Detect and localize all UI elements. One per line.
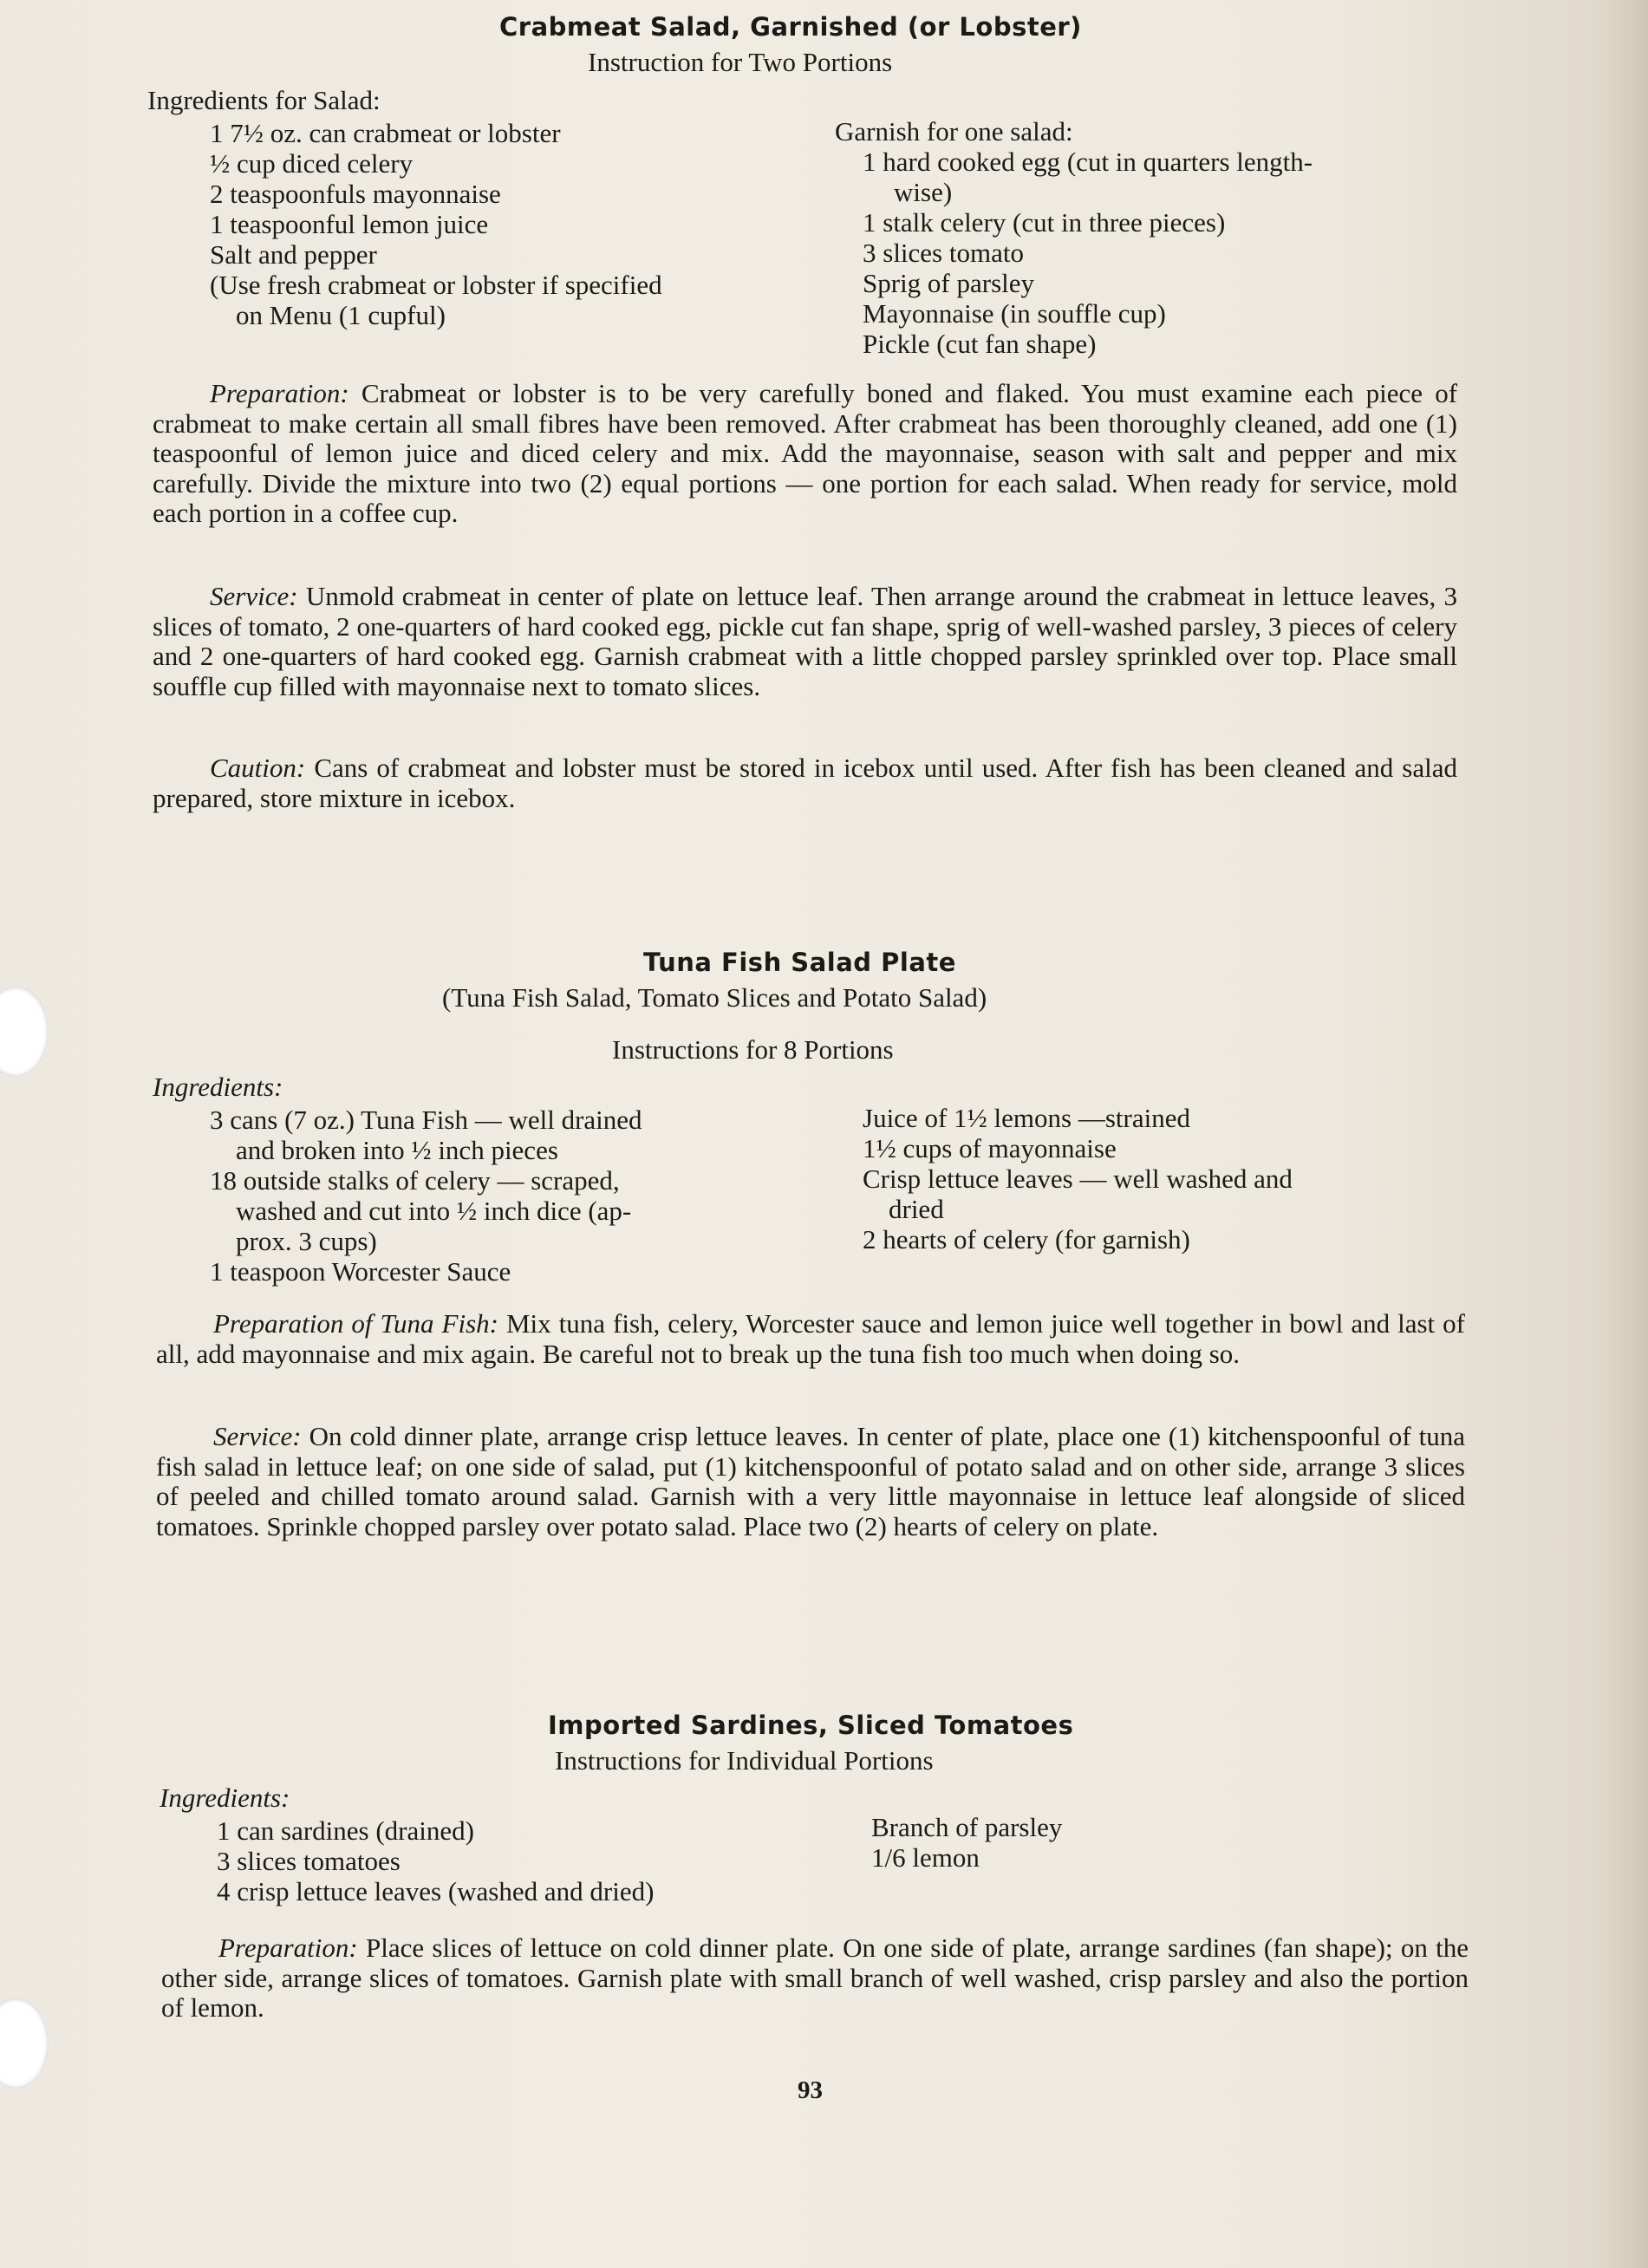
ingredients-label: Ingredients for Salad: xyxy=(147,85,381,115)
ingredient-item: 1 teaspoon Worcester Sauce xyxy=(210,1256,511,1287)
ingredient-item: prox. 3 cups) xyxy=(236,1226,377,1256)
paragraph-text: On cold dinner plate, arrange crisp lettuce leaves. In center of plate, place one (1) kitchenspoonful of tuna fish salad in lettuce leaf; on one side of salad, put (1) kitchenspoonful of potato salad and on other side, arrange 3 slices of peeled and chilled tomato around salad. Garnish with a very little mayonnaise in lettuce leaf alongside of sliced tomatoes. Sprinkle chopped parsley over potato salad. Place two (2) hearts of celery on plate. xyxy=(156,1421,1466,1541)
ingredient-item: ½ cup diced celery xyxy=(210,148,414,179)
ingredient-item: 1/6 lemon xyxy=(871,1842,980,1873)
ingredient-item: 2 teaspoonfuls mayonnaise xyxy=(210,179,501,209)
service-paragraph xyxy=(153,582,1457,701)
section-subtitle: Instruction for Two Portions xyxy=(588,47,893,77)
preparation-paragraph xyxy=(156,1309,1465,1369)
paragraph-lead: Preparation: xyxy=(210,378,349,408)
ingredient-item: and broken into ½ inch pieces xyxy=(236,1135,558,1165)
section-subtitle: (Tuna Fish Salad, Tomato Slices and Potato Salad) xyxy=(442,982,987,1013)
ingredient-item: 1 can sardines (drained) xyxy=(217,1815,474,1846)
ingredients-left xyxy=(217,1815,654,1906)
section-title: Imported Sardines, Sliced Tomatoes xyxy=(548,1711,1074,1740)
section-title: Crabmeat Salad, Garnished (or Lobster) xyxy=(499,12,1082,42)
garnish-item: 1 stalk celery (cut in three pieces) xyxy=(863,207,1226,238)
ingredients-label: Ingredients: xyxy=(160,1782,290,1813)
garnish-item: Mayonnaise (in souffle cup) xyxy=(863,298,1166,329)
section-subtitle: Instructions for Individual Portions xyxy=(555,1745,934,1776)
garnish-item: Sprig of parsley xyxy=(863,268,1035,298)
paragraph-lead: Service: xyxy=(210,581,298,611)
ingredient-item: 2 hearts of celery (for garnish) xyxy=(863,1224,1190,1255)
garnish-right xyxy=(835,116,1313,359)
page-number: 93 xyxy=(798,2076,823,2104)
garnish-item: 1 hard cooked egg (cut in quarters length- xyxy=(863,147,1313,177)
garnish-header: Garnish for one salad: xyxy=(835,116,1073,147)
ingredient-item: 1 7½ oz. can crabmeat or lobster xyxy=(210,118,561,148)
ingredient-item: dried xyxy=(889,1194,944,1224)
paragraph-lead: Service: xyxy=(213,1421,302,1451)
ingredient-item: (Use fresh crabmeat or lobster if specified xyxy=(210,270,662,300)
ingredients-right xyxy=(871,1812,1062,1873)
paragraph-text: Cans of crabmeat and lobster must be stored in icebox until used. After fish has been cleaned and salad prepared, store mixture in icebox. xyxy=(153,753,1457,813)
garnish-item: Pickle (cut fan shape) xyxy=(863,329,1097,359)
ingredients-left xyxy=(210,1105,642,1287)
ingredients-label: Ingredients: xyxy=(153,1072,283,1102)
ingredient-item: on Menu (1 cupful) xyxy=(236,300,446,330)
paragraph-lead: Caution: xyxy=(210,753,306,783)
service-paragraph xyxy=(156,1422,1465,1541)
ingredient-item: Salt and pepper xyxy=(210,239,377,270)
section-subtitle-portions: Instructions for 8 Portions xyxy=(612,1034,894,1065)
ingredients-right xyxy=(863,1103,1293,1255)
binder-hole xyxy=(0,987,49,1077)
section-title: Tuna Fish Salad Plate xyxy=(643,948,956,977)
ingredients-left xyxy=(210,118,662,330)
paragraph-text: Place slices of lettuce on cold dinner plate. On one side of plate, arrange sardines (fan shape); on the other side, arrange slices of tomatoes. Garnish plate with small branch of well washed, crisp parsley and also the portion of lemon. xyxy=(161,1932,1469,2023)
ingredient-item: 3 slices tomatoes xyxy=(217,1846,401,1876)
ingredient-item: Branch of parsley xyxy=(871,1812,1063,1842)
binder-hole xyxy=(0,1998,49,2089)
paragraph-text: Mix tuna fish, celery, Worcester sauce and lemon juice well together in bowl and last of all, add mayonnaise and mix again. Be careful not to break up the tuna fish too much when doing so. xyxy=(156,1308,1465,1369)
ingredient-item: Juice of 1½ lemons —strained xyxy=(863,1103,1190,1133)
ingredient-item: 18 outside stalks of celery — scraped, xyxy=(210,1165,620,1196)
preparation-paragraph xyxy=(161,1933,1469,2024)
garnish-item: wise) xyxy=(894,177,953,207)
caution-paragraph xyxy=(153,753,1457,813)
paragraph-text: Crabmeat or lobster is to be very carefully boned and flaked. You must examine each piece of crabmeat to make certain all small fibres have been removed. After crabmeat has been thoroughly cleaned, add one (1) teaspoonful of lemon juice and diced celery and mix. Add the mayonnaise, season with salt and pepper and mix carefully. Divide the mixture into two (2) equal portions — one portion for each salad. When ready for service, mold each portion in a coffee cup. xyxy=(153,378,1458,528)
ingredient-item: 3 cans (7 oz.) Tuna Fish — well drained xyxy=(210,1105,642,1135)
ingredient-item: 4 crisp lettuce leaves (washed and dried) xyxy=(217,1876,655,1906)
ingredient-item: washed and cut into ½ inch dice (ap- xyxy=(236,1196,632,1226)
paragraph-lead: Preparation: xyxy=(218,1932,358,1963)
ingredient-item: 1½ cups of mayonnaise xyxy=(863,1133,1117,1163)
paragraph-lead: Preparation of Tuna Fish: xyxy=(213,1308,498,1339)
ingredient-item: 1 teaspoonful lemon juice xyxy=(210,209,489,239)
garnish-item: 3 slices tomato xyxy=(863,238,1024,268)
ingredient-item: Crisp lettuce leaves — well washed and xyxy=(863,1163,1293,1194)
preparation-paragraph xyxy=(153,379,1457,529)
paragraph-text: Unmold crabmeat in center of plate on lettuce leaf. Then arrange around the crabmeat in lettuce leaves, 3 slices of tomato, 2 one-quarters of hard cooked egg, pickle cut fan shape, sprig of well-washed parsley, 3 pieces of celery and 2 one-quarters of hard cooked egg. Garnish crabmeat with a little chopped parsley sprinkled over top. Place small souffle cup filled with mayonnaise next to tomato slices. xyxy=(153,581,1458,701)
